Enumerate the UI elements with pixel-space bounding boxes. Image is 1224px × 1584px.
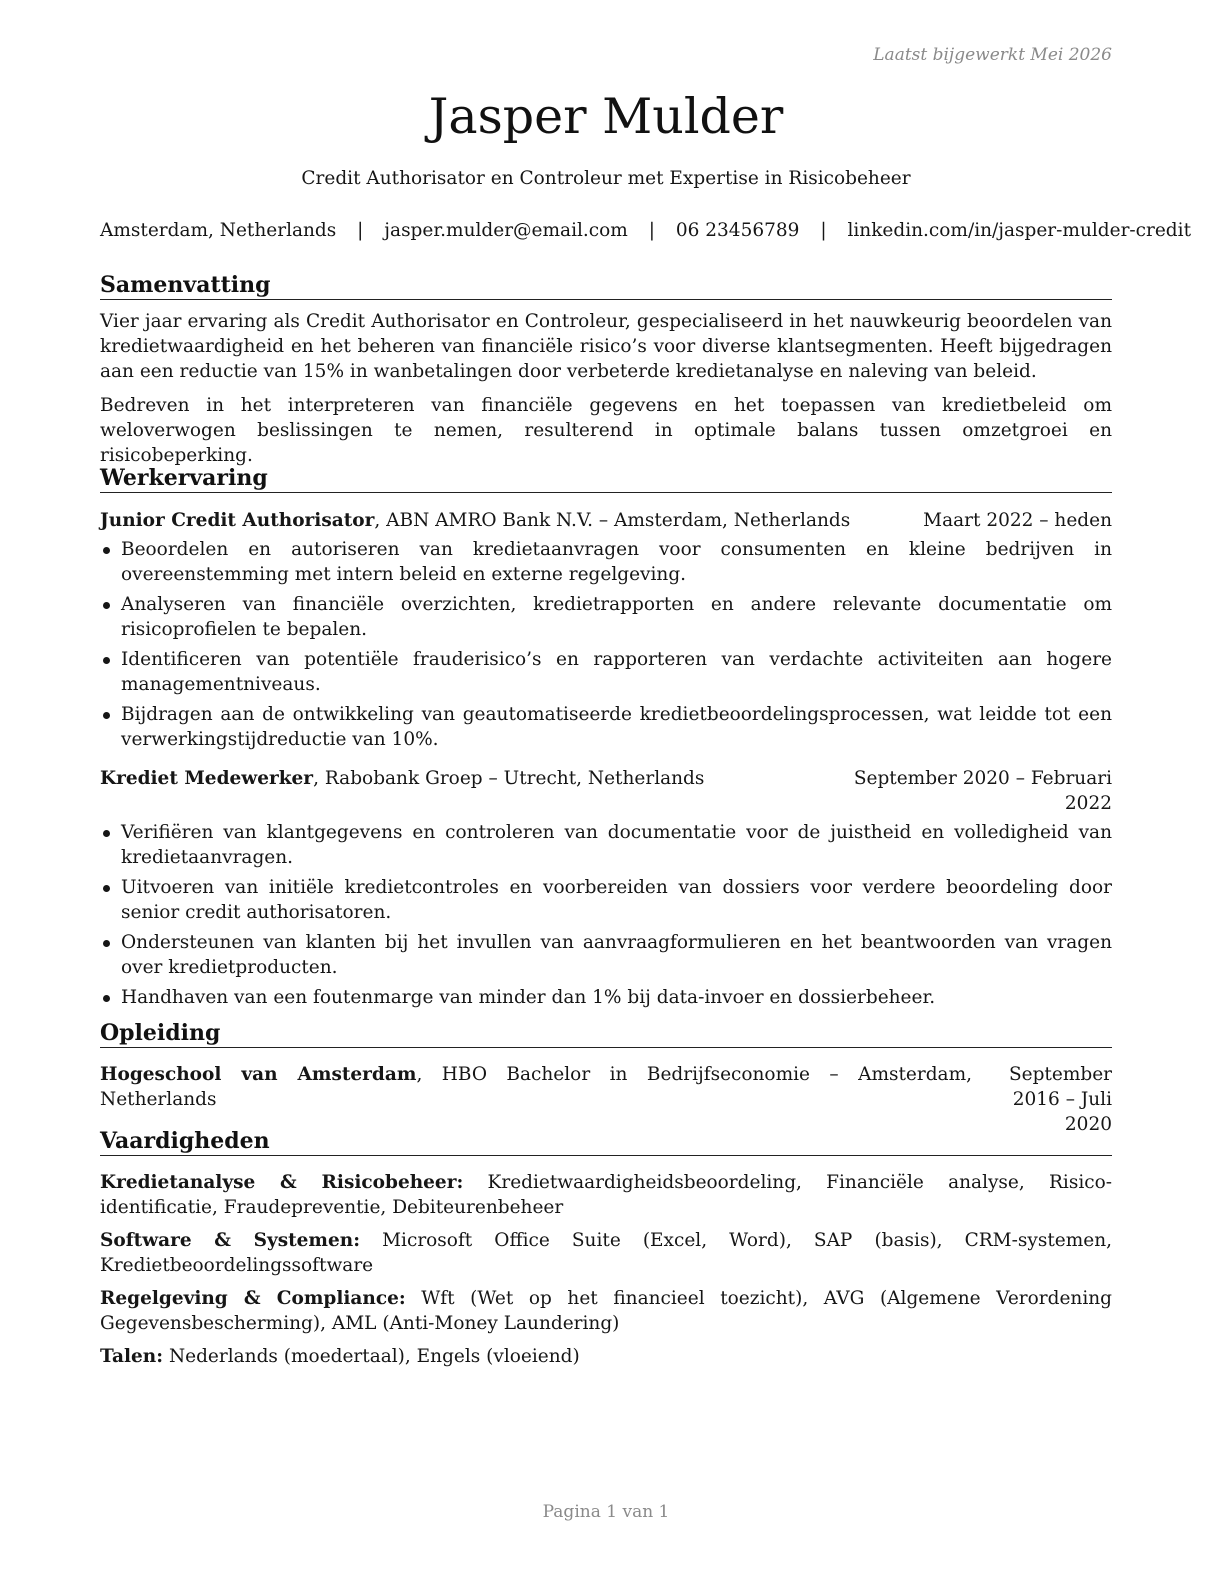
candidate-name: Jasper Mulder <box>428 88 784 145</box>
summary-section <box>100 272 1112 468</box>
job-header <box>100 508 1112 533</box>
job-role: Junior Credit Authorisator <box>100 510 375 531</box>
resume-page <box>100 0 1192 1584</box>
list-item: Handhaven van een foutenmarge van minder dan 1% bij data-invoer en dossierbeheer. <box>100 985 1112 1010</box>
section-title-summary: Samenvatting <box>100 272 1112 300</box>
skill-value: Nederlands (moedertaal), Engels (vloeiend) <box>163 1346 580 1367</box>
job-company: , Rabobank Groep – Utrecht, Netherlands <box>313 768 705 789</box>
list-item: Uitvoeren van initiële kredietcontroles en voorbereiden van dossiers voor verdere beoordeling door senior credit authorisatoren. <box>100 875 1112 925</box>
skills-list <box>100 1170 1112 1369</box>
contact-line <box>100 218 1192 244</box>
list-item: Identificeren van potentiële frauderisico’s en rapporteren van verdachte activiteiten aan hogere managementniveaus. <box>100 647 1112 697</box>
skill-row <box>100 1286 1112 1336</box>
skill-label: Regelgeving & Compliance: <box>100 1288 406 1309</box>
education-school: Hogeschool van Amsterdam <box>100 1064 417 1085</box>
page-number: Pagina 1 van 1 <box>542 1502 670 1522</box>
last-updated-note: Laatst bijgewerkt Mei 2026 <box>873 45 1112 65</box>
experience-section <box>100 465 1112 1015</box>
summary-paragraph: Vier jaar ervaring als Credit Authorisator en Controleur, gespecialiseerd in het nauwkeurig beoordelen van kredietwaardigheid en het beheren van financiële risico’s voor diverse klantsegmenten. Heeft bijgedragen aan een reductie van 15% in wanbetalingen door verbeterde kredietanalyse en naleving van beleid. <box>100 311 1112 382</box>
education-dates <box>972 1062 1112 1137</box>
education-section <box>100 1020 1112 1137</box>
education-degree: , HBO Bachelor in Bedrijfseconomie – Amsterdam, Netherlands <box>100 1064 972 1110</box>
job-role: Krediet Medewerker <box>100 768 314 789</box>
education-dates-line: 2020 <box>1064 1114 1112 1135</box>
skills-section <box>100 1128 1112 1377</box>
skill-row <box>100 1170 1112 1220</box>
summary-paragraph: Bedreven in het interpreteren van financiële gegevens en het toepassen van kredietbeleid om weloverwogen beslissingen te nemen, resulterend in optimale balans tussen omzetgroei en risicobeperking. <box>100 395 1112 466</box>
list-item: Analyseren van financiële overzichten, kredietrapporten en andere relevante documentatie om risicoprofielen te bepalen. <box>100 592 1112 642</box>
contact-location: Amsterdam, Netherlands <box>100 220 337 241</box>
job-bullets <box>100 537 1112 752</box>
job-dates: Maart 2022 – heden <box>923 510 1112 531</box>
skill-label: Kredietanalyse & Risicobeheer: <box>100 1172 464 1193</box>
list-item: Bijdragen aan de ontwikkeling van geautomatiseerde kredietbeoordelingsprocessen, wat leidde tot een verwerkingstijdreductie van 10%. <box>100 702 1112 752</box>
list-item: Beoordelen en autoriseren van kredietaanvragen voor consumenten en kleine bedrijven in overeenstemming met intern beleid en externe regelgeving. <box>100 537 1112 587</box>
section-title-education: Opleiding <box>100 1020 1112 1048</box>
job-dates-line: 2022 <box>1064 793 1112 814</box>
education-dates-line: September 2016 – Juli <box>1008 1064 1112 1110</box>
skill-value: Wft (Wet op het financieel toezicht), AVG (Algemene Verordening Gegevensbescherming), AML (Anti-Money Laundering) <box>100 1288 1112 1334</box>
list-item: Verifiëren van klantgegevens en controleren van documentatie voor de juistheid en volledigheid van kredietaanvragen. <box>100 820 1112 870</box>
skill-label: Software & Systemen: <box>100 1230 361 1251</box>
job-bullets <box>100 820 1112 1010</box>
contact-separator: | <box>648 220 655 241</box>
contact-separator: | <box>820 220 827 241</box>
list-item: Ondersteunen van klanten bij het invullen van aanvraagformulieren en het beantwoorden van vragen over kredietproducten. <box>100 930 1112 980</box>
job-company: , ABN AMRO Bank N.V. – Amsterdam, Netherlands <box>374 510 851 531</box>
job-dates-line: September 2020 – Februari <box>853 768 1112 789</box>
contact-separator: | <box>357 220 364 241</box>
contact-email[interactable]: jasper.mulder@email.com <box>384 220 628 241</box>
section-title-experience: Werkervaring <box>100 465 1112 493</box>
section-title-skills: Vaardigheden <box>100 1128 1112 1156</box>
job-entry <box>100 766 1112 1010</box>
education-entry <box>100 1062 1112 1137</box>
job-dates <box>854 766 1112 816</box>
skill-label: Talen: <box>100 1346 164 1367</box>
job-header <box>100 766 1112 816</box>
job-entry <box>100 508 1112 752</box>
skill-value: Kredietwaardigheidsbeoordeling, Financiële analyse, Risico-identificatie, Fraudepreventie, Debiteurenbeheer <box>100 1172 1113 1218</box>
contact-phone: 06 23456789 <box>675 220 800 241</box>
skill-row <box>100 1228 1112 1278</box>
skill-row <box>100 1344 1112 1369</box>
contact-linkedin[interactable]: linkedin.com/in/jasper-mulder-credit <box>847 220 1192 241</box>
skill-value: Microsoft Office Suite (Excel, Word), SAP (basis), CRM-systemen, Kredietbeoordelingssoftware <box>100 1230 1112 1276</box>
candidate-headline: Credit Authorisator en Controleur met Expertise in Risicobeheer <box>301 168 911 189</box>
